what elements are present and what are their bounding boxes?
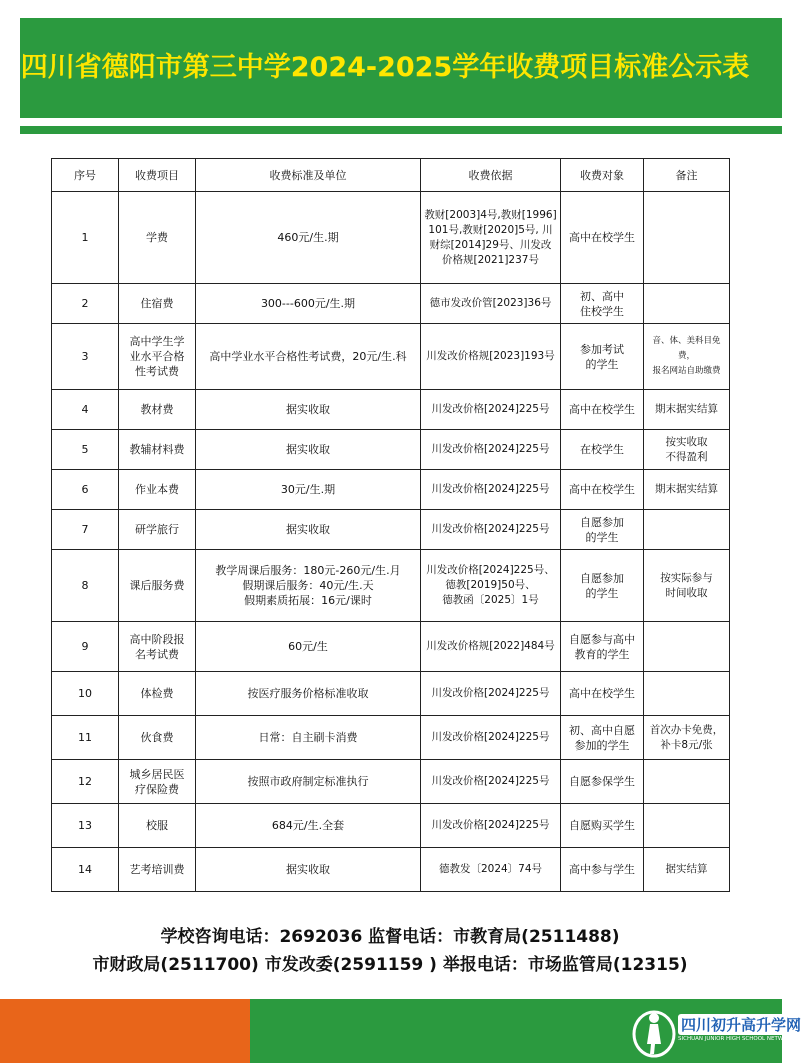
- fee-standard-line: 300---600元/生.期: [260, 297, 356, 310]
- fee-standard-line: 假期素质拓展：16元/课时: [244, 594, 372, 607]
- table-row: [52, 324, 730, 390]
- contact-line-2: 市财政局(2511700) 市发改委(2591159 ) 举报电话：市场监管局(12315): [92, 955, 688, 975]
- table-row: [52, 672, 730, 716]
- header-stripe: [20, 126, 782, 134]
- fee-note: [644, 470, 730, 510]
- fee-table-body: [52, 192, 730, 892]
- fee-item-line: 名考试费: [135, 647, 179, 661]
- table-row: [52, 390, 730, 430]
- fee-item: [119, 804, 196, 848]
- column-header-standard: 收费标准及单位: [196, 159, 421, 192]
- fee-target-line: 自愿参加: [580, 515, 624, 529]
- row-number: 14: [52, 848, 119, 892]
- fee-target-line: 自愿参加: [580, 571, 624, 585]
- fee-note-line: 音、体、美科目免费，: [652, 336, 721, 361]
- fee-standard-line: 据实收取: [286, 523, 330, 536]
- fee-note-line: 期末据实结算: [655, 403, 718, 415]
- fee-item: [119, 192, 196, 284]
- page-title: 四川省德阳市第三中学2024-2025学年收费项目标准公示表: [20, 52, 750, 83]
- fee-item-line: 城乡居民医: [129, 767, 185, 781]
- fee-standard-line: 据实收取: [286, 863, 330, 876]
- fee-standard-line: 按照市政府制定标准执行: [247, 775, 369, 788]
- fee-target-line: 初、高中: [580, 289, 624, 303]
- row-number: 9: [52, 622, 119, 672]
- fee-basis-line: 川发改价格[2024]225号、: [426, 564, 555, 576]
- fee-basis: [421, 804, 561, 848]
- fee-basis-line: 101号,教财[2020]5号, 川: [428, 223, 553, 236]
- fee-standard: [196, 622, 421, 672]
- fee-item: [119, 430, 196, 470]
- fee-target: [561, 324, 644, 390]
- graduate-figure-icon: [628, 1004, 676, 1060]
- fee-note: [644, 804, 730, 848]
- fee-target-line: 高中在校学生: [569, 483, 635, 496]
- fee-basis: [421, 760, 561, 804]
- fee-target: [561, 192, 644, 284]
- row-number: 3: [52, 324, 119, 390]
- fee-item: [119, 716, 196, 760]
- fee-standard: [196, 390, 421, 430]
- fee-item-line: 体检费: [140, 687, 174, 700]
- fee-target-line: 的学生: [585, 530, 619, 544]
- fee-basis-line: 德教函〔2025〕1号: [442, 594, 539, 606]
- fee-target: [561, 716, 644, 760]
- fee-standard-line: 日常：自主刷卡消费: [258, 731, 358, 744]
- table-row: [52, 192, 730, 284]
- fee-target: [561, 550, 644, 622]
- fee-note: [644, 192, 730, 284]
- fee-note-line: 据实结算: [665, 863, 708, 875]
- fee-item: [119, 622, 196, 672]
- fee-note-line: 补卡8元/张: [660, 738, 713, 751]
- fee-basis: [421, 672, 561, 716]
- fee-note-line: 按实际参与: [660, 571, 713, 584]
- fee-note-line: 按实收取: [665, 435, 708, 448]
- fee-basis-line: 川发改价格规[2022]484号: [426, 640, 555, 652]
- fee-note-line: 首次办卡免费，: [649, 723, 724, 736]
- fee-target-line: 的学生: [585, 357, 619, 371]
- row-number: 2: [52, 284, 119, 324]
- fee-standard-line: 按医疗服务价格标准收取: [247, 687, 369, 700]
- row-number: 4: [52, 390, 119, 430]
- fee-target: [561, 760, 644, 804]
- fee-note: [644, 672, 730, 716]
- fee-item: [119, 672, 196, 716]
- fee-target-line: 在校学生: [580, 443, 624, 456]
- row-number: 8: [52, 550, 119, 622]
- fee-note: [644, 848, 730, 892]
- contact-line-1: 学校咨询电话：2692036 监督电话：市教育局(2511488): [160, 927, 620, 947]
- fee-target-line: 高中在校学生: [569, 231, 635, 244]
- table-row: [52, 510, 730, 550]
- fee-target: [561, 284, 644, 324]
- fee-target-line: 参加的学生: [574, 738, 630, 752]
- fee-standard-line: 教学周课后服务：180元-260元/生.月: [215, 564, 401, 577]
- fee-basis-line: 川发改价格[2024]225号: [431, 483, 550, 495]
- fee-target-line: 高中参与学生: [569, 863, 635, 876]
- fee-target: [561, 804, 644, 848]
- fee-basis: [421, 284, 561, 324]
- fee-note: [644, 324, 730, 390]
- fee-basis-line: 川发改价格[2024]225号: [431, 403, 550, 415]
- fee-basis: [421, 848, 561, 892]
- fee-item-line: 艺考培训费: [129, 863, 185, 876]
- fee-basis: [421, 324, 561, 390]
- table-row: [52, 848, 730, 892]
- fee-basis: [421, 192, 561, 284]
- fee-standard-line: 460元/生.期: [277, 231, 339, 244]
- fee-basis: [421, 550, 561, 622]
- column-header-item: 收费项目: [119, 159, 196, 192]
- fee-target-line: 的学生: [585, 586, 619, 600]
- row-number: 5: [52, 430, 119, 470]
- table-row: [52, 716, 730, 760]
- fee-standard: [196, 716, 421, 760]
- fee-basis: [421, 622, 561, 672]
- row-number: 11: [52, 716, 119, 760]
- fee-basis-line: 价格规[2021]237号: [442, 253, 539, 266]
- fee-item-line: 教辅材料费: [129, 443, 185, 456]
- logo-subtitle: SICHUAN JUNIOR HIGH SCHOOL NETWORK: [678, 1036, 796, 1042]
- fee-basis-line: 川发改价格[2024]225号: [431, 687, 550, 699]
- fee-basis-line: 川发改价格[2024]225号: [431, 819, 550, 831]
- fee-target-line: 自愿购买学生: [569, 819, 635, 832]
- row-number: 6: [52, 470, 119, 510]
- fee-standard: [196, 192, 421, 284]
- fee-standard: [196, 672, 421, 716]
- fee-basis-line: 财综[2014]29号、川发改: [429, 238, 552, 251]
- fee-target: [561, 430, 644, 470]
- fee-standard-line: 30元/生.期: [280, 483, 336, 496]
- fee-target-line: 自愿参保学生: [569, 775, 635, 788]
- fee-standard: [196, 804, 421, 848]
- fee-basis-line: 川发改价格[2024]225号: [431, 523, 550, 535]
- fee-standard-line: 高中学业水平合格性考试费，20元/生.科: [209, 350, 407, 363]
- fee-target-line: 教育的学生: [574, 647, 630, 661]
- column-header-target: 收费对象: [561, 159, 644, 192]
- fee-item-line: 教材费: [140, 403, 174, 416]
- fee-note: [644, 510, 730, 550]
- fee-item: [119, 550, 196, 622]
- fee-note-line: 报名网站自助缴费: [652, 366, 721, 376]
- fee-basis-line: 川发改价格[2024]225号: [431, 775, 550, 787]
- fee-item-line: 学费: [146, 231, 168, 244]
- fee-item: [119, 510, 196, 550]
- fee-item-line: 伙食费: [140, 731, 174, 744]
- fee-standard-line: 60元/生: [288, 640, 328, 653]
- fee-basis: [421, 430, 561, 470]
- fee-item-line: 研学旅行: [135, 523, 179, 536]
- fee-standard: [196, 284, 421, 324]
- fee-basis-line: 川发改价格[2024]225号: [431, 443, 550, 455]
- fee-standard: [196, 760, 421, 804]
- fee-item-line: 住宿费: [140, 297, 174, 310]
- fee-basis: [421, 716, 561, 760]
- table-row: [52, 470, 730, 510]
- fee-item: [119, 284, 196, 324]
- row-number: 1: [52, 192, 119, 284]
- column-header-basis: 收费依据: [421, 159, 561, 192]
- fee-standard: [196, 430, 421, 470]
- fee-standard-line: 假期课后服务：40元/生.天: [242, 579, 374, 592]
- fee-note: [644, 622, 730, 672]
- fee-basis: [421, 510, 561, 550]
- fee-item: [119, 760, 196, 804]
- site-logo: [628, 1004, 802, 1060]
- fee-item-line: 作业本费: [135, 483, 179, 496]
- footer-divider: [0, 995, 782, 999]
- table-header-row: [52, 159, 730, 192]
- fee-item: [119, 324, 196, 390]
- table-row: [52, 622, 730, 672]
- fee-note-line: 不得盈利: [665, 450, 708, 463]
- fee-item-line: 疗保险费: [135, 782, 179, 796]
- column-header-note: 备注: [644, 159, 730, 192]
- fee-item: [119, 470, 196, 510]
- logo-name: 四川初升高升学网: [678, 1014, 804, 1035]
- fee-basis-line: 德教[2019]50号、: [445, 579, 536, 591]
- fee-note: [644, 284, 730, 324]
- fee-target-line: 住校学生: [580, 304, 624, 318]
- fee-standard-line: 684元/生.全套: [271, 819, 345, 832]
- table-row: [52, 550, 730, 622]
- fee-target: [561, 390, 644, 430]
- row-number: 13: [52, 804, 119, 848]
- fee-basis-line: 德教发〔2024〕74号: [438, 863, 543, 875]
- fee-note: [644, 550, 730, 622]
- table-row: [52, 804, 730, 848]
- fee-standard: [196, 510, 421, 550]
- table-row: [52, 284, 730, 324]
- fee-standard: [196, 324, 421, 390]
- fee-table: [51, 158, 730, 892]
- fee-basis: [421, 470, 561, 510]
- row-number: 10: [52, 672, 119, 716]
- fee-basis-line: 川发改价格规[2023]193号: [426, 350, 555, 362]
- fee-basis-line: 川发改价格[2024]225号: [431, 731, 550, 743]
- fee-note: [644, 430, 730, 470]
- table-row: [52, 760, 730, 804]
- fee-note: [644, 716, 730, 760]
- table-row: [52, 430, 730, 470]
- fee-target: [561, 672, 644, 716]
- fee-target-line: 高中在校学生: [569, 687, 635, 700]
- fee-target: [561, 848, 644, 892]
- column-header-no: 序号: [52, 159, 119, 192]
- fee-item-line: 高中学生学: [129, 335, 185, 348]
- fee-basis-line: 德市发改价管[2023]36号: [429, 297, 552, 309]
- fee-item-line: 校服: [146, 819, 168, 832]
- fee-target-line: 高中在校学生: [569, 403, 635, 416]
- fee-target-line: 初、高中自愿: [569, 723, 635, 737]
- fee-standard-line: 据实收取: [286, 403, 330, 416]
- fee-target-line: 参加考试: [580, 342, 624, 356]
- row-number: 7: [52, 510, 119, 550]
- fee-standard: [196, 848, 421, 892]
- fee-item-line: 高中阶段报: [129, 632, 185, 646]
- fee-item-line: 课后服务费: [129, 579, 185, 592]
- fee-standard: [196, 470, 421, 510]
- fee-note: [644, 760, 730, 804]
- fee-target-line: 自愿参与高中: [569, 632, 635, 646]
- fee-standard: [196, 550, 421, 622]
- fee-item: [119, 848, 196, 892]
- fee-item-line: 性考试费: [135, 365, 179, 378]
- fee-target: [561, 470, 644, 510]
- fee-note-line: 时间收取: [665, 586, 708, 599]
- fee-target: [561, 622, 644, 672]
- fee-item: [119, 390, 196, 430]
- fee-note: [644, 390, 730, 430]
- fee-note-line: 期末据实结算: [655, 483, 718, 495]
- fee-standard-line: 据实收取: [286, 443, 330, 456]
- fee-basis-line: 教财[2003]4号,教财[1996]: [424, 208, 557, 221]
- fee-item-line: 业水平合格: [129, 350, 185, 363]
- fee-target: [561, 510, 644, 550]
- row-number: 12: [52, 760, 119, 804]
- fee-basis: [421, 390, 561, 430]
